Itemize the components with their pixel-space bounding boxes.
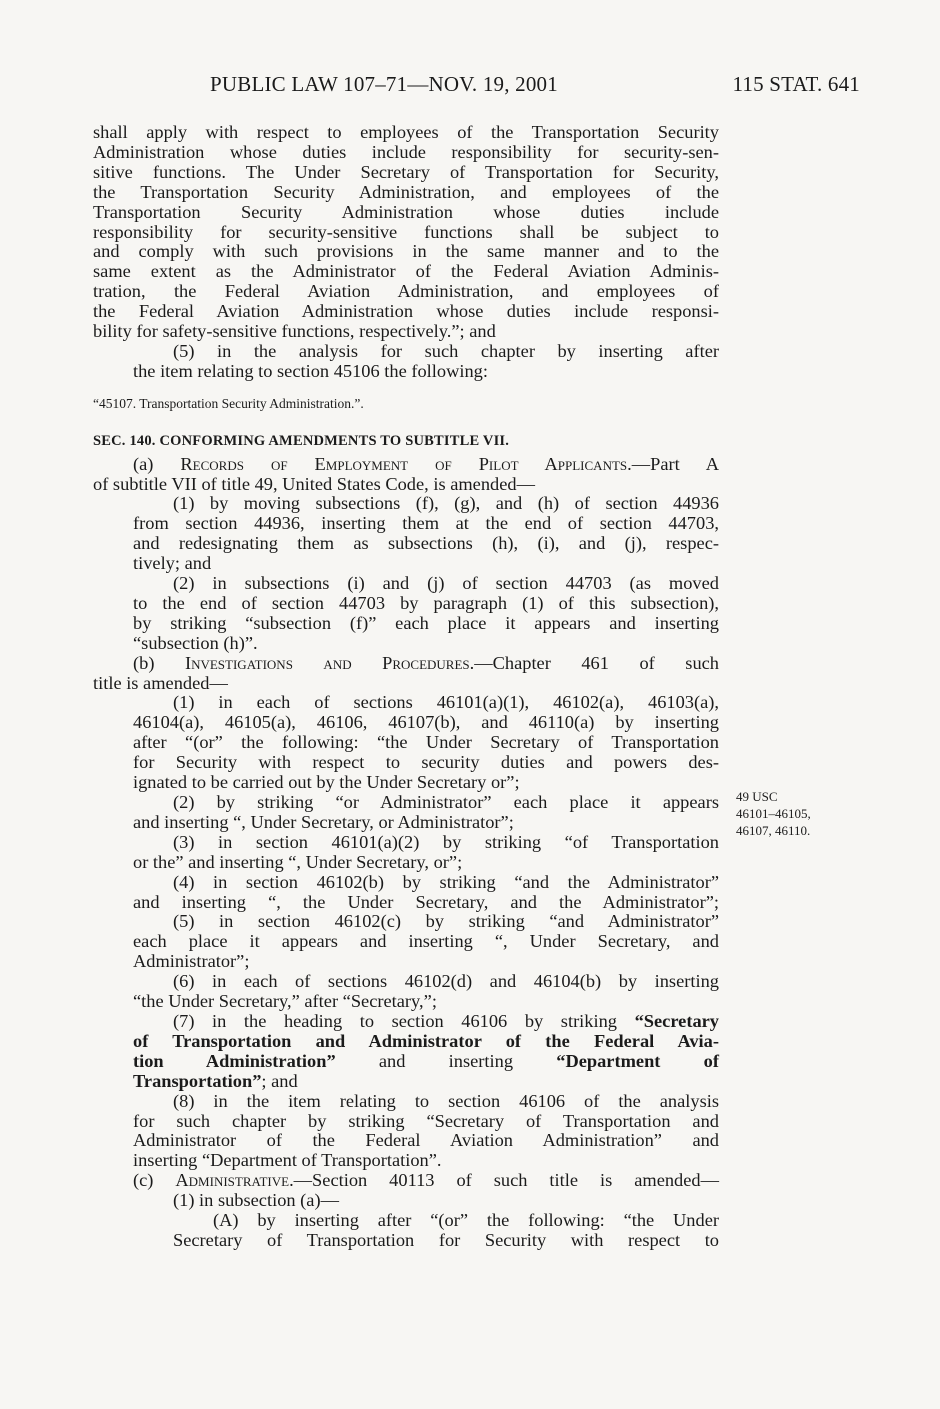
text-line: after “(or” the following: “the Under Secretary of Transportation: [133, 732, 719, 753]
subsection-a-title: Records of Employment of Pilot Applicants: [180, 453, 628, 474]
text-line: (6) in each of sections 46102(d) and 46104(b) by inserting: [173, 971, 719, 992]
margin-note-line: 49 USC: [736, 789, 778, 804]
text-line: of Transportation and Administrator of the Federal Avia-: [133, 1030, 719, 1051]
subsection-c-heading: (c) Administrative.—Section 40113 of such title is amended—: [133, 1170, 719, 1191]
text-line: (7) in the heading to section 46106 by striking “Secretary: [173, 1010, 719, 1031]
text-line: for Security with respect to security duties and powers des-: [133, 752, 719, 773]
text-line: each place it appears and inserting “, Under Secretary, and: [133, 931, 719, 952]
subsection-b-heading: (b) Investigations and Procedures.—Chapter 461 of such: [133, 652, 719, 673]
text-line: (1) in each of sections 46101(a)(1), 46102(a), 46103(a),: [173, 692, 719, 713]
text-line: (3) in section 46101(a)(2) by striking “of Transportation: [173, 831, 719, 852]
text-line: or the” and inserting “, Under Secretary, or”;: [133, 851, 463, 872]
text-line: Transportation”; and: [133, 1070, 298, 1091]
margin-note-line: 46101–46105,: [736, 806, 811, 821]
margin-note-line: 46107, 46110.: [736, 823, 811, 838]
section-heading: SEC. 140. CONFORMING AMENDMENTS TO SUBTITLE VII.: [93, 432, 510, 449]
text-line: from section 44936, inserting them at the end of section 44703,: [133, 513, 719, 534]
text-line: inserting “Department of Transportation”.: [133, 1150, 442, 1171]
header-public-law: PUBLIC LAW 107–71—NOV. 19, 2001: [210, 72, 558, 96]
text-line: the item relating to section 45106 the following:: [133, 360, 488, 381]
text-line: (5) in the analysis for such chapter by inserting after: [173, 340, 719, 361]
text-line: 46104(a), 46105(a), 46106, 46107(b), and 46110(a) by inserting: [133, 712, 719, 733]
text-line: bility for safety-sensitive functions, respectively.”; and: [93, 321, 496, 342]
text-line: (8) in the item relating to section 46106 of the analysis: [173, 1090, 719, 1111]
text-line: the Federal Aviation Administration whose duties include responsi-: [93, 301, 719, 322]
text-line: (5) in section 46102(c) by striking “and Administrator”: [173, 911, 719, 932]
text-line: “subsection (h)”.: [133, 632, 258, 653]
text-line: and inserting “, Under Secretary, or Administrator”;: [133, 811, 514, 832]
subsection-a-heading: (a) Records of Employment of Pilot Applicants.—Part A: [133, 453, 720, 474]
text-line: sitive functions. The Under Secretary of Transportation for Security,: [93, 161, 719, 182]
text-line: the Transportation Security Administration, and employees of the: [93, 181, 719, 202]
text-line: Transportation Security Administration whose duties include: [93, 201, 719, 222]
text-line: of subtitle VII of title 49, United States Code, is amended—: [93, 473, 535, 494]
text-line: tion Administration” and inserting “Department of: [133, 1050, 719, 1071]
text-line: same extent as the Administrator of the Federal Aviation Adminis-: [93, 261, 719, 282]
text-line: by striking “subsection (f)” each place it appears and inserting: [133, 612, 719, 633]
text-line: ignated to be carried out by the Under Secretary or”;: [133, 772, 520, 793]
text-line: (4) in section 46102(b) by striking “and the Administrator”: [173, 871, 719, 892]
text-line: shall apply with respect to employees of the Transportation Security: [93, 122, 719, 142]
text-line: (A) by inserting after “(or” the following: “the Under: [213, 1210, 719, 1231]
document-body: [93, 123, 719, 1251]
subsection-c-title: Administrative: [175, 1170, 290, 1191]
analysis-item: “45107. Transportation Security Administration.”.: [93, 395, 364, 411]
text-line: title is amended—: [93, 672, 228, 693]
subsection-b-title: Investigations and Procedures: [184, 652, 470, 673]
text-line: Administrator of the Federal Aviation Administration” and: [133, 1130, 719, 1151]
text-line: (1) by moving subsections (f), (g), and (h) of section 44936: [173, 493, 719, 514]
text-line: Administration whose duties include responsibility for security-sen-: [93, 141, 719, 162]
text-line: responsibility for security-sensitive functions shall be subject to: [93, 221, 719, 242]
text-line: tration, the Federal Aviation Administration, and employees of: [93, 281, 719, 302]
text-line: for such chapter by striking “Secretary of Transportation and: [133, 1110, 719, 1131]
text-line: Administrator”;: [133, 951, 250, 972]
text-line: to the end of section 44703 by paragraph (1) of this subsection),: [133, 592, 719, 613]
text-line: (2) by striking “or Administrator” each place it appears: [173, 792, 719, 812]
text-line: and inserting “, the Under Secretary, and the Administrator”;: [133, 891, 719, 912]
text-line: (1) in subsection (a)—: [173, 1190, 339, 1211]
text-line: tively; and: [133, 553, 212, 574]
header-stat-page: 115 STAT. 641: [732, 72, 860, 96]
text-line: and redesignating them as subsections (h), (i), and (j), respec-: [133, 533, 719, 554]
text-line: and comply with such provisions in the same manner and to the: [93, 241, 719, 262]
text-line: Secretary of Transportation for Security with respect to: [173, 1229, 719, 1250]
text-line: “the Under Secretary,” after “Secretary,”;: [133, 991, 437, 1012]
text-line: (2) in subsections (i) and (j) of section 44703 (as moved: [173, 573, 719, 594]
margin-citation-note: [736, 788, 811, 839]
